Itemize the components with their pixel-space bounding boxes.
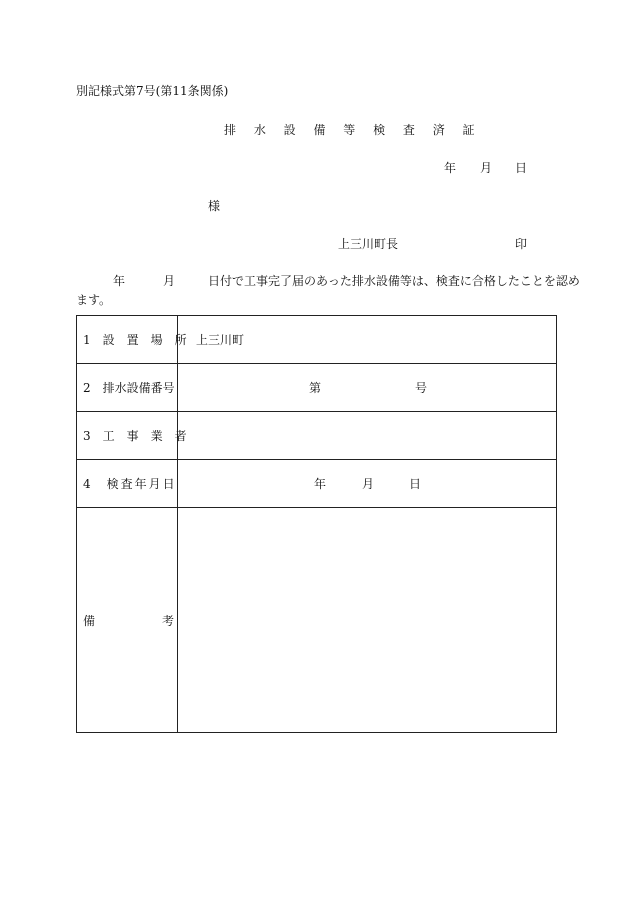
remarks-label-left: 備	[83, 614, 96, 628]
row-label-contractor: 3 工 事 業 者	[83, 429, 187, 443]
issue-date-day: 日	[515, 161, 528, 175]
form-label: 別記様式第7号(第11条関係)	[76, 84, 229, 98]
document-title: 排 水 設 備 等 検 査 済 証	[224, 123, 482, 137]
body-text	[76, 272, 580, 310]
body-year: 年	[113, 274, 126, 288]
inspection-table	[76, 315, 557, 733]
body-rest: 日付で工事完了届のあった排水設備等は、検査に合格したことを認め	[208, 274, 580, 288]
row-value-year: 年	[314, 477, 327, 491]
row-value-day: 日	[409, 477, 422, 491]
body-line-2: ます。	[76, 293, 112, 307]
row-value-number-prefix: 第	[309, 381, 322, 395]
table-row-divider	[77, 363, 556, 364]
table-row-divider	[77, 507, 556, 508]
row-value-number-suffix: 号	[415, 381, 428, 395]
row-label-inspection-date: 4 検査年月日	[83, 477, 177, 491]
row-label-drain-number: 2 排水設備番号	[83, 381, 175, 395]
remarks-label-right: 考	[162, 614, 175, 628]
addressee-suffix: 様	[208, 199, 221, 213]
row-value-location: 上三川町	[196, 333, 245, 347]
table-row-divider	[77, 459, 556, 460]
row-value-month: 月	[362, 477, 375, 491]
issuer-name: 上三川町長	[338, 237, 399, 251]
row-label-location: 1 設 置 場 所	[83, 333, 187, 347]
seal-mark: 印	[515, 237, 528, 251]
issue-date-month: 月	[480, 161, 493, 175]
table-column-divider	[177, 316, 178, 732]
issue-date-year: 年	[444, 161, 457, 175]
body-line-1	[76, 272, 580, 291]
table-row-divider	[77, 411, 556, 412]
body-month: 月	[163, 274, 176, 288]
